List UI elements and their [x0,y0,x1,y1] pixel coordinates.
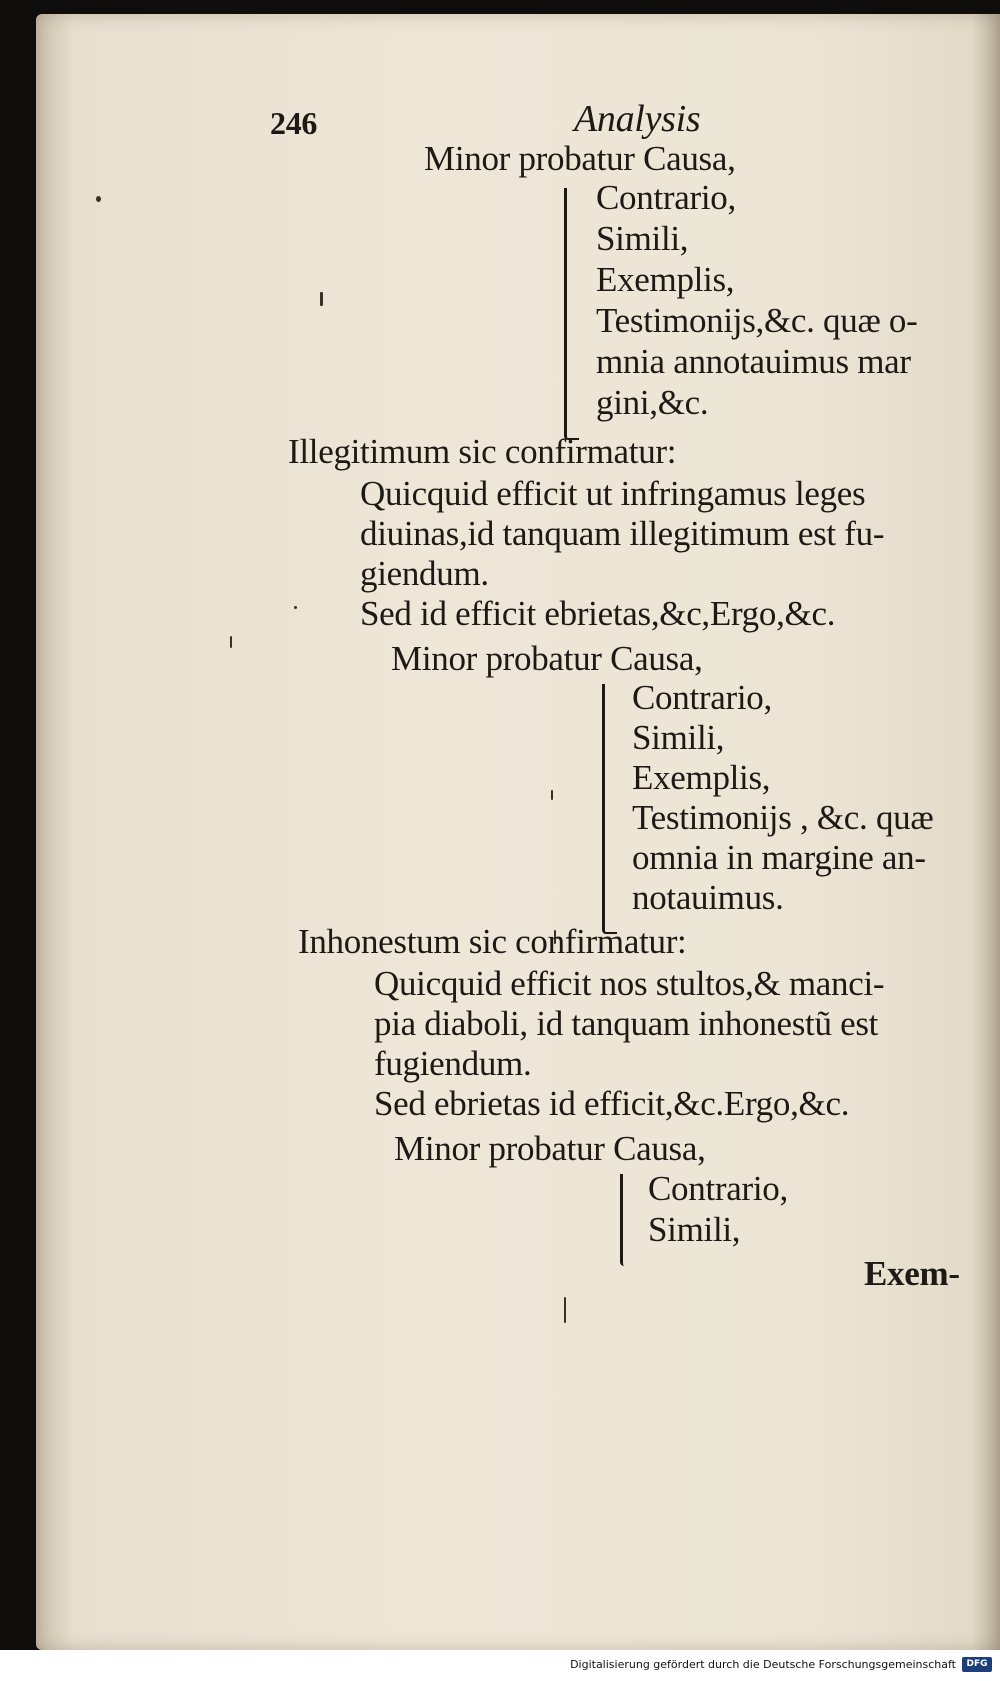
list-item: Contrario, [596,178,736,217]
list-item: Testimonijs,&c. quæ o- [596,301,918,340]
brace-3 [620,1174,635,1266]
text-line: giendum. [360,554,489,593]
dfg-logo: DFG [962,1657,992,1672]
brace-2 [602,684,617,934]
paper-speck [564,1297,566,1323]
paper-speck [294,606,297,609]
list-item: Contrario, [648,1169,788,1208]
text-line: fugiendum. [374,1044,532,1083]
paper-speck [551,790,553,800]
text-line: diuinas,id tanquam illegitimum est fu- [360,514,885,553]
list-item: Simili, [632,718,725,757]
book-page [36,14,1000,1650]
text-line: Sed id efficit ebrietas,&c,Ergo,&c. [360,594,836,633]
list-item: Testimonijs , &c. quæ [632,798,934,837]
catchword: Exem- [864,1254,960,1293]
list-item: Exemplis, [596,260,735,299]
minor-heading-1: Minor probatur Causa, [424,139,736,178]
minor-heading-3: Minor probatur Causa, [394,1129,706,1168]
section-title-illegitimum: Illegitimum sic confirmatur: [288,432,677,471]
page-number: 246 [270,105,318,141]
list-item: Contrario, [632,678,772,717]
section-title-inhonestum: Inhonestum sic confirmatur: [298,922,687,961]
list-item: mnia annotauimus mar [596,342,911,381]
paper-speck [320,292,323,306]
text-line: Quicquid efficit ut infringamus leges [360,474,866,513]
text-line: Sed ebrietas id efficit,&c.Ergo,&c. [374,1084,850,1123]
paper-speck [230,636,232,648]
list-item: Simili, [648,1210,741,1249]
footer-bar [0,1650,1000,1681]
brace-1 [564,188,579,440]
list-item: omnia in margine an- [632,838,926,877]
text-line: Quicquid efficit nos stultos,& manci- [374,964,885,1003]
running-head: Analysis [574,98,701,140]
minor-heading-2: Minor probatur Causa, [391,639,703,678]
paper-speck [96,196,101,202]
footer-credit: Digitalisierung gefördert durch die Deutsche Forschungsgemeinschaft [570,1658,956,1671]
list-item: Simili, [596,219,689,258]
list-item: gini,&c. [596,383,709,422]
text-line: pia diaboli, id tanquam inhonestũ est [374,1004,879,1043]
list-item: Exemplis, [632,758,771,797]
list-item: notauimus. [632,878,784,917]
